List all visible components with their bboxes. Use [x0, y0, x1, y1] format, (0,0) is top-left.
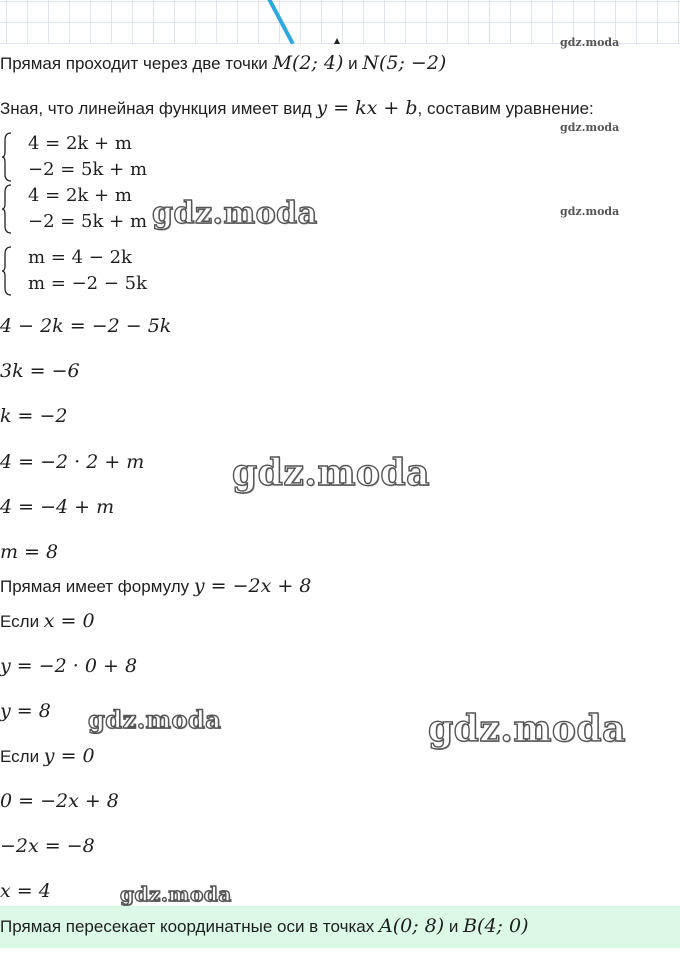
answer-box: [0, 906, 680, 948]
watermark-small: gdz.moda: [560, 121, 620, 134]
watermark: gdz.moda: [232, 452, 430, 494]
watermark: gdz.moda: [428, 708, 626, 750]
step-line: 4 = −4 + m: [0, 496, 115, 518]
step-line: x = 4: [0, 880, 51, 902]
step-line: −2x = −8: [0, 835, 95, 857]
step-line: 3k = −6: [0, 360, 80, 382]
step-line: y = −2 · 0 + 8: [0, 655, 138, 677]
graph-line: [262, 0, 295, 44]
watermark: gdz.moda: [88, 705, 222, 734]
watermark: gdz.moda: [152, 196, 318, 231]
if-x-line: Если x = 0: [0, 610, 95, 632]
linear-formula: y = kx + b: [316, 97, 418, 119]
point-a: A(0; 8): [378, 915, 445, 937]
intro-line: Прямая проходит через две точки M(2; 4) и N(5; −2): [0, 52, 447, 74]
point-b: B(4; 0): [463, 915, 529, 937]
watermark: gdz.moda: [120, 882, 232, 906]
axis-arrow-icon: [334, 38, 340, 44]
system-row: −2 = 5k + m: [28, 159, 148, 180]
system-row: −2 = 5k + m: [28, 211, 148, 232]
step-line: 4 − 2k = −2 − 5k: [0, 315, 172, 337]
system-row: m = 4 − 2k: [28, 247, 132, 268]
brace-icon: [2, 132, 12, 182]
system-row: m = −2 − 5k: [28, 273, 148, 294]
step-line: y = 8: [0, 700, 51, 722]
linear-function-line: Зная, что линейная функция имеет вид y = kx + b, составим уравнение:: [0, 97, 594, 119]
system-row: 4 = 2k + m: [28, 185, 132, 206]
step-line: m = 8: [0, 541, 59, 563]
brace-icon: [2, 246, 12, 296]
point-n: N(5; −2): [362, 52, 447, 74]
brace-icon: [2, 184, 12, 234]
if-y-line: Если y = 0: [0, 745, 95, 767]
step-line: 0 = −2x + 8: [0, 790, 119, 812]
answer-line: Прямая пересекает координатные оси в точках A(0; 8) и B(4; 0): [0, 915, 529, 937]
watermark-small: gdz.moda: [560, 205, 620, 218]
watermark-small: gdz.moda: [560, 36, 620, 49]
point-m: M(2; 4): [272, 52, 344, 74]
step-line: 4 = −2 · 2 + m: [0, 451, 145, 473]
formula-line: Прямая имеет формулу y = −2x + 8: [0, 575, 312, 597]
system-row: 4 = 2k + m: [28, 133, 132, 154]
step-line: k = −2: [0, 405, 68, 427]
line-formula: y = −2x + 8: [193, 575, 312, 597]
